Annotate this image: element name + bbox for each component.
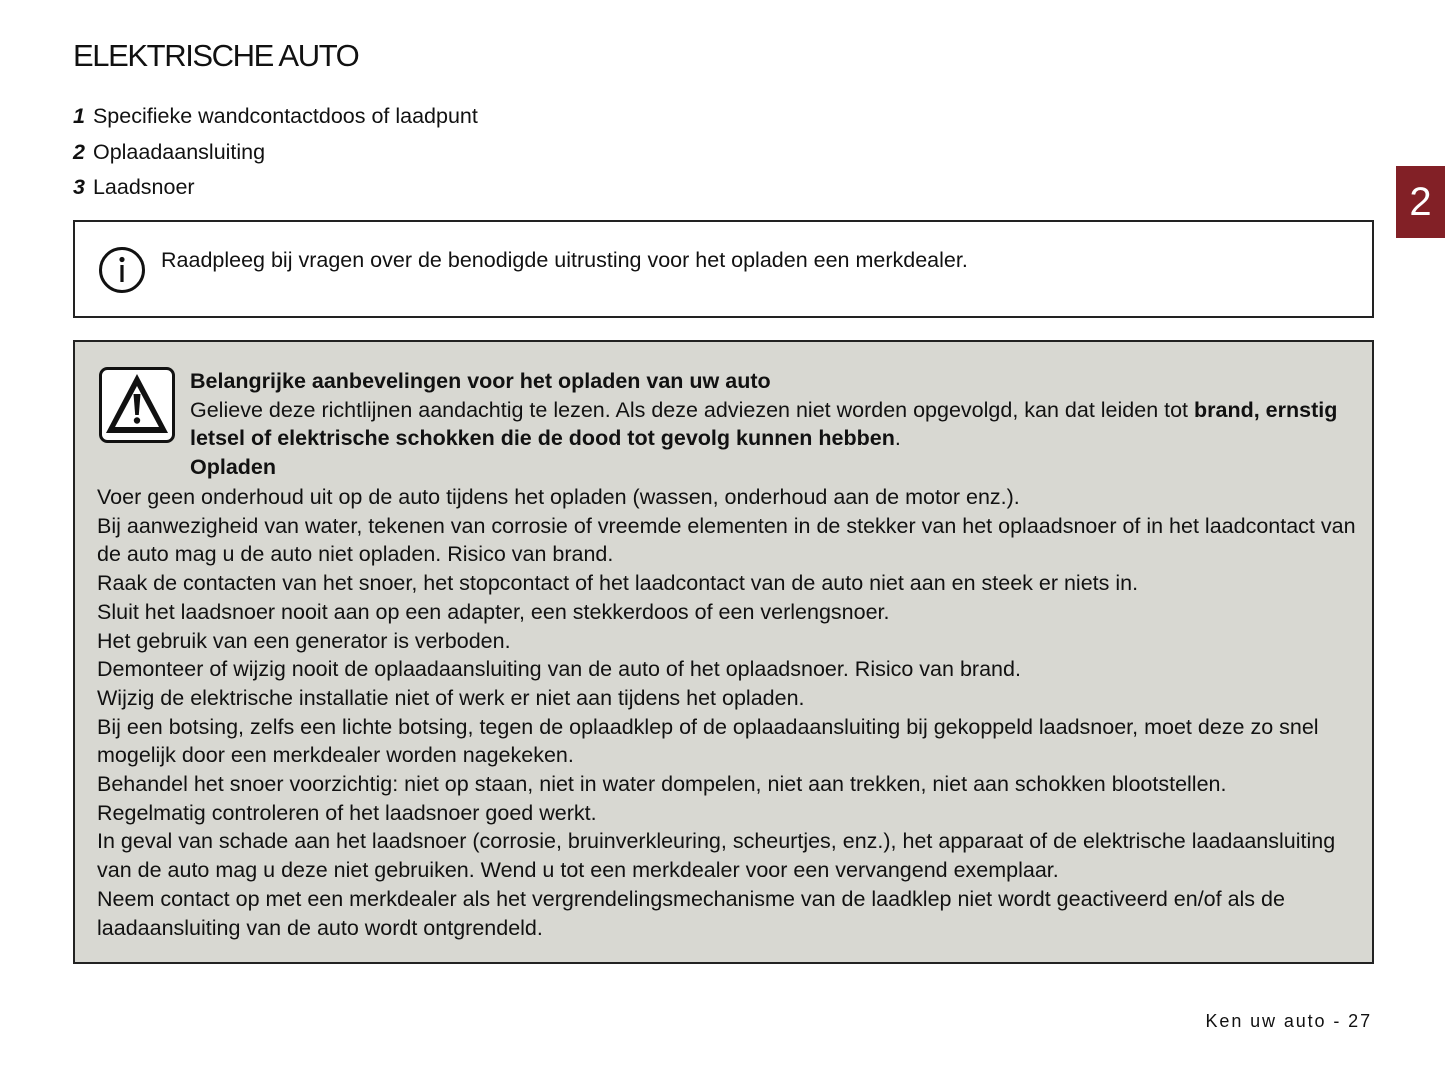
chapter-number: 2 (1409, 179, 1432, 224)
warning-subheading: Opladen (190, 455, 277, 480)
legend-item (73, 135, 478, 171)
warning-box (73, 340, 1374, 964)
warning-header (190, 367, 1355, 482)
warning-item: Demonteer of wijzig nooit de oplaadaansluiting van de auto of het oplaadsnoer. Risico van brand. (97, 657, 1021, 682)
warning-item: Sluit het laadsnoer nooit aan op een adapter, een stekkerdoos of een verlengsnoer. (97, 599, 890, 624)
legend-list (73, 99, 478, 206)
warning-item: Bij aanwezigheid van water, tekenen van corrosie of vreemde elementen in de stekker van het oplaadsnoer of in het laadcontact van de auto mag u de auto niet opladen. Risico van brand. (97, 513, 1356, 567)
legend-item (73, 170, 478, 206)
page-title: ELEKTRISCHE AUTO (73, 38, 359, 73)
warning-item: Het gebruik van een generator is verboden. (97, 628, 511, 653)
legend-number: 1 (73, 104, 85, 128)
warning-triangle-icon (99, 367, 175, 443)
legend-label: Specifieke wandcontactdoos of laadpunt (92, 104, 478, 128)
warning-body (97, 483, 1357, 942)
warning-item: In geval van schade aan het laadsnoer (corrosie, bruinverkleuring, scheurtjes, enz.), het apparaat of de elektrische laadaansluiting van de auto mag u deze niet gebruiken. Wend u tot een merkdealer voor een vervangend exemplaar. (97, 829, 1336, 883)
warning-item: Wijzig de elektrische installatie niet of werk er niet aan tijdens het opladen. (97, 685, 805, 710)
warning-item: Neem contact op met een merkdealer als het vergrendelingsmechanisme van de laadklep niet wordt geactiveerd en/of als de laadaansluiting van de auto wordt ontgrendeld. (97, 886, 1285, 940)
legend-label: Oplaadaansluiting (92, 139, 266, 164)
warning-item: Behandel het snoer voorzichtig: niet op staan, niet in water dompelen, niet aan trekken, niet aan schokken blootstellen. (97, 772, 1227, 797)
legend-number: 3 (73, 175, 85, 199)
page-footer: Ken uw auto - 27 (1205, 1011, 1372, 1031)
warning-item: Bij een botsing, zelfs een lichte botsing, tegen de oplaadklep of de oplaadaansluiting bij gekoppeld laadsnoer, moet deze zo snel mogelijk door een merkdealer worden nagekeken. (97, 714, 1319, 768)
warning-item: Regelmatig controleren of het laadsnoer goed werkt. (97, 800, 597, 825)
info-box (73, 220, 1374, 318)
warning-intro: Gelieve deze richtlijnen aandachtig te lezen. Als deze adviezen niet worden opgevolgd, kan dat leiden tot brand, ernstig letsel of elektrische schokken die de dood tot gevolg kunnen hebben. (190, 397, 1338, 451)
legend-number: 2 (73, 139, 85, 164)
warning-intro-emphasis: brand, ernstig letsel of elektrische schokken die de dood tot gevolg kunnen hebben (190, 397, 1338, 451)
legend-label: Laadsnoer (92, 175, 195, 199)
warning-item: Voer geen onderhoud uit op de auto tijdens het opladen (wassen, onderhoud aan de motor enz.). (97, 485, 1020, 509)
warning-item: Raak de contacten van het snoer, het stopcontact of het laadcontact van de auto niet aan en steek er niets in. (97, 571, 1139, 596)
warning-heading: Belangrijke aanbevelingen voor het opladen van uw auto (190, 369, 771, 393)
info-icon (98, 246, 146, 294)
info-text: Raadpleeg bij vragen over de benodigde uitrusting voor het opladen een merkdealer. (161, 248, 968, 272)
chapter-tab (1396, 166, 1445, 238)
legend-item (73, 99, 478, 135)
